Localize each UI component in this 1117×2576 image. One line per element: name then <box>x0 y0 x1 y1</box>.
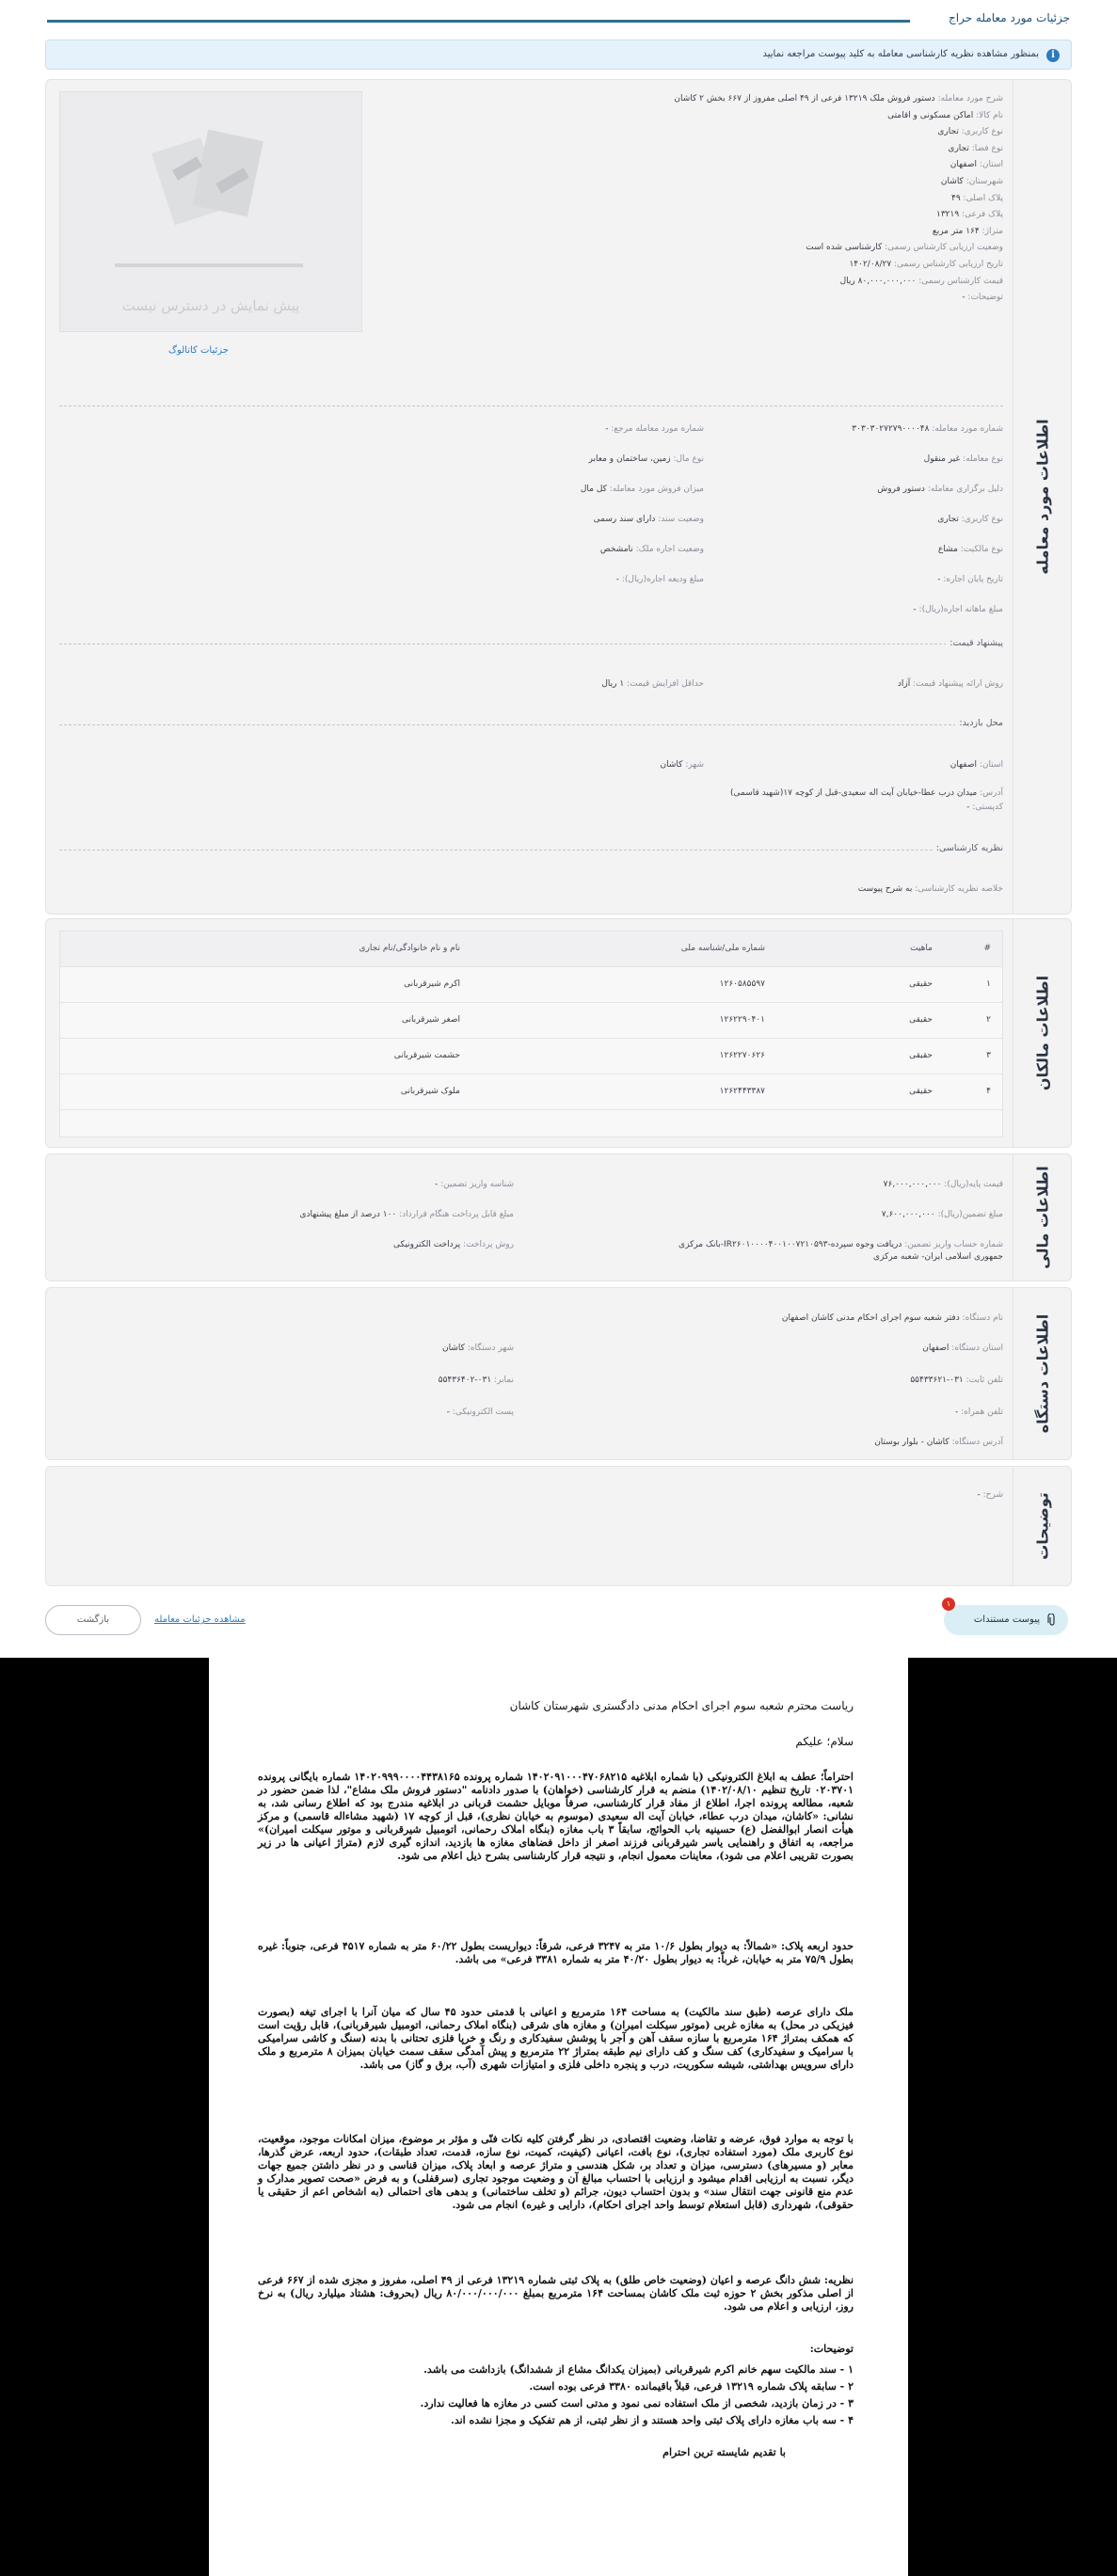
bid-min-increase: حداقل افزایش قیمت: ۱ ریال <box>601 679 704 689</box>
table-row <box>60 967 1002 1003</box>
section-owners <box>45 918 1072 1148</box>
doc-paragraph: احتراماً؛ عطف به ابلاغ الکترونیکی (با شماره ابلاغیه ۱۴۰۲۰۹۱۰۰۰۴۷۰۶۸۲۱۵ شماره پرونده ۱۴۰۲۰۹۹۹۰۰۰۰۴۴۳۸۱۶۵ شماره بایگانی پرونده ۰۲۰۳۷۰۱ تاریخ تنظیم ۱۴۰۲/۰۸/۱۰) منضم به قرار کارشناسی (خواهان) با صدور دادنامه "دستور فروش ملک مشاع"، لذا ضمن حضور در شعبه، مطالعه پرونده اجرا، اطلاع از مفاد قرار کارشناسی، صرفاً موبایل حشمت قربانی در ابلاغیه مندرج بود که اطلاع رسانی شد، به نشانی: «کاشان، میدان درب عطاء، خیابان آیت اله سعیدی (موسوم به خیابان نظری)، قبل از کوچه ۱۷ (شهید مشاءاله قاسمی) و مرکز هیأت انصار ابوالفضل (ع) حسینیه باب الحوائج، سابقاً ۳ باب مغازه (بنگاه املاک رحمانی، اتومبیل شیرقربانی و موتور سیکلت امیران)» مراجعه، به اتفاق و راهنمایی یاسر شیرقربانی فرزند اصغر از داخل فضاهای مغازه ها بازدید، اندازه گیری لازم (متراژ اعیانی ها در زیر بصورت تقریبی اعلام می شود)، معاینات معمول انجام، و نتیجه قرار کارشناسی بشرح ذیل اعلام می شود. <box>258 1771 854 1862</box>
deposit-account: شماره حساب واریز تضمین: دریافت وجوه سپرده-IR۲۶۰۱۰۰۰۰۴۰۰۱۰۰۷۲۱۰۵۹۳-بانک مرکزی جمهوری اسلامی ایران- شعبه مرکزی <box>678 1240 1003 1262</box>
expert-heading: نظریه کارشناسی: <box>933 843 1003 853</box>
table-row <box>60 1003 1002 1039</box>
item-field: پلاک فرعی: ۱۳۲۱۹ <box>935 210 1003 220</box>
table-cell: حقیقی <box>909 979 933 989</box>
section-item-info <box>45 79 1072 914</box>
payment-method: روش پرداخت: پرداخت الکترونیکی <box>392 1240 514 1249</box>
office-province: استان دستگاه: اصفهان <box>922 1344 1003 1353</box>
visit-address: آدرس: میدان درب عطا-خیابان آیت اله سعیدی-قبل از کوچه ۱۷(شهید قاسمی) <box>730 788 1003 798</box>
section-label: اطلاعات مورد معامله <box>1013 80 1071 914</box>
section-label: توضیحات <box>1013 1467 1071 1585</box>
attachments-count-badge: ۱ <box>942 1598 955 1611</box>
header-divider <box>47 20 910 23</box>
detail-field: شماره مورد معامله: ۳۰۳۰۳۰۲۷۲۷۹۰۰۰۰۴۸ <box>852 424 1003 434</box>
detail-field: مبلغ ماهانه اجاره(ریال): - <box>913 605 1003 614</box>
base-price: قیمت پایه(ریال): ۷۶,۰۰۰,۰۰۰,۰۰۰ <box>883 1180 1003 1189</box>
detail-field: میزان فروش مورد معامله: کل مال <box>580 485 704 494</box>
table-cell: ۱۲۶۲۲۷۰۶۲۶ <box>719 1051 765 1060</box>
office-mobile: تلفن همراه: - <box>954 1407 1003 1417</box>
office-phone: تلفن ثابت: ۰۳۱-۵۵۴۳۳۶۲۱ <box>910 1375 1003 1385</box>
table-cell: حقیقی <box>909 1051 933 1060</box>
notes-desc: شرح: - <box>977 1490 1003 1500</box>
item-field: تاریخ ارزیابی کارشناس رسمی: ۱۴۰۲/۰۸/۲۷ <box>849 260 1003 269</box>
attachments-button[interactable] <box>944 1599 1068 1635</box>
item-field: شهرستان: کاشان <box>940 177 1003 186</box>
item-field: نام کالا: اماکن مسکونی و اقامتی <box>887 110 1003 120</box>
item-field: قیمت کارشناس رسمی: ۸۰,۰۰۰,۰۰۰,۰۰۰ ریال <box>839 276 1003 286</box>
visit-province: استان: اصفهان <box>949 760 1003 770</box>
item-field: متراژ: ۱۶۴ متر مربع <box>932 226 1003 236</box>
office-city: شهر دستگاه: کاشان <box>441 1344 514 1353</box>
table-cell: ۴ <box>986 1087 991 1096</box>
table-row <box>60 1074 1002 1110</box>
paperclip-icon <box>1047 1614 1057 1627</box>
section-label: اطلاعات مالکان <box>1013 919 1071 1147</box>
office-email: پست الکترونیکی: - <box>446 1407 514 1417</box>
doc-paragraph: حدود اربعه پلاک: «شمالاً: به دیوار بطول ۱۰/۶ متر به ۳۲۴۷ فرعی، شرقاً: دیواریست بطول ۶۰/۲۲ متر به شماره ۴۵۱۷ فرعی، جنوباً: غیره بطول ۷۵/۹ متر به خیابان، غرباً: به دیوار بطول ۴۰/۲۰ متر به شماره ۳۳۸۱ فرعی» می باشد. <box>258 1940 854 1965</box>
doc-addressee: ریاست محترم شعبه سوم اجرای احکام مدنی دادگستری شهرستان کاشان <box>509 1699 854 1712</box>
table-cell: ۲ <box>986 1015 991 1025</box>
payment-amount: مبلغ قابل پرداخت هنگام قرارداد: ۱۰۰ درصد از مبلغ پیشنهادی <box>299 1210 514 1219</box>
owners-table <box>59 930 1003 1137</box>
table-cell: حقیقی <box>909 1015 933 1025</box>
attachments-label: پیوست مستندات <box>973 1614 1040 1625</box>
section-notes <box>45 1466 1072 1586</box>
table-cell: ۱۲۶۰۵۸۵۵۹۷ <box>719 979 765 989</box>
office-address: آدرس دستگاه: کاشان - بلوار بوستان <box>874 1438 1003 1447</box>
detail-field: شماره مورد معامله مرجع: - <box>605 424 704 434</box>
doc-note-item: ۲ - سابقه پلاک شماره ۱۳۲۱۹ فرعی، قبلاً باقیمانده ۳۳۸۰ فرعی بوده است. <box>529 2380 854 2393</box>
table-header-cell: ماهیت <box>910 944 933 953</box>
item-field: استان: اصفهان <box>949 160 1003 170</box>
item-field: توضیحات: - <box>962 293 1003 303</box>
office-name: نام دستگاه: دفتر شعبه سوم اجرای احکام مدنی کاشان اصفهان <box>781 1313 1003 1323</box>
table-cell: حقیقی <box>909 1087 933 1096</box>
table-cell: ۳ <box>986 1051 991 1060</box>
info-alert <box>45 40 1072 70</box>
detail-field: دلیل برگزاری معامله: دستور فروش <box>877 485 1003 494</box>
divider <box>59 724 1003 725</box>
detail-field: مبلغ ودیعه اجاره(ریال): - <box>615 575 704 584</box>
table-cell: حشمت شیرقربانی <box>393 1051 460 1060</box>
bid-heading: پیشنهاد قیمت: <box>946 638 1003 648</box>
visit-city: شهر: کاشان <box>660 760 704 770</box>
doc-note-item: ۱ - سند مالکیت سهم خانم اکرم شیرقربانی (بمیزان یکدانگ مشاع از ششدانگ) بازداشت می باشد. <box>423 2363 854 2376</box>
detail-field: تاریخ پایان اجاره: - <box>937 575 1003 584</box>
table-header-cell: شماره ملی/شناسه ملی <box>680 944 765 953</box>
item-field: نوع کاربری: تجاری <box>937 127 1003 137</box>
item-field: پلاک اصلی: ۴۹ <box>951 193 1003 203</box>
info-text: بمنظور مشاهده نظریه کارشناسی معامله به کلید پیوست مراجعه نمایید <box>762 49 1039 59</box>
item-field: وضعیت ارزیابی کارشناس رسمی: کارشناسی شده است <box>806 243 1003 253</box>
image-caption: پیش نمایش در دسترس نیست <box>121 297 300 314</box>
expert-report-document <box>209 1658 908 2576</box>
doc-closing: با تقدیم شایسته ترین احترام <box>662 2446 786 2458</box>
detail-field: نوع مالکیت: مشاع <box>937 545 1003 554</box>
section-finance <box>45 1153 1072 1281</box>
page-title: جزئیات مورد معامله حراج <box>949 11 1070 24</box>
doc-paragraph: ملک دارای عرصه (طبق سند مالکیت) به مساحت ۱۶۴ مترمربع و اعیانی با قدمتی حدود ۴۵ سال که میان آنرا با اجرای تیغه (بصورت فیزیکی در محل) به مغازه غربی (موتور سیکلت امیران) و مغازه های شرقی (بنگاه املاک رحمانی، اتومبیل شیرقربانی)، قابل رؤیت است که همکف بمتراژ ۱۶۴ مترمربع با سازه سقف آهن و آجر با پوشش سفیدکاری و رنگ و خرپا فلزی تحتانی با بدنه (سنگ و کاشی سرامیکی با سرامیک و سفیدکاری) کف سنگ و کف دارای نیم طبقه بمتراژ ۲۲ مترمربع و پیش آمدگی سقف سمت خیابان بمیزان ۸ مترمربع و ملک دارای سرویس بهداشتی، شیشه سکوریت، درب و پنجره داخلی فلزی و امتیازات شهری (آب، برق و گاز) می باشد. <box>258 2006 854 2071</box>
doc-paragraph: با توجه به موارد فوق، عرضه و تقاضا، وضعیت اقتصادی، در نظر گرفتن کلیه نکات فنّی و مؤثر بر موضوع، میزان امکانات موجود، موقعیت، نوع کاربری ملک (مورد استفاده تجاری)، نوع بافت، اعیانی (کیفیت، کمیت، نوع سازه، قدمت، تعداد طبقات)، حدود اربعه، عرض گذرها، معابر (و مسیرهای) دسترسی، میزان و تعداد بر، شکل هندسی و متراژ عرصه و ابعاد پلاک، میزان قناسی و در نظر داشتن جمیع جهات دیگر، نسبت به ارزیابی اقدام میشود و ارزیابی با احتساب مبالغ آن و وضعیت موجود تجاری (سرقفلی) و به فرض «صحت تصویر مدارک و عدم منع قانونی جهت انتقال سند» و بدون احتساب دیون، جرائم (و تخلف ساختمانی) و بدهی های احتمالی (به اشخاص اعم از حقیقی یا حقوقی)، شهرداری (قابل استعلام توسط واحد اجرای احکام)، دارایی و غیره) انجام می شود. <box>258 2133 854 2211</box>
gavel-icon <box>58 92 361 290</box>
location-heading: محل بازدید: <box>955 718 1003 728</box>
table-header-cell: # <box>983 944 991 953</box>
image-placeholder <box>59 91 362 332</box>
detail-field: وضعیت سند: دارای سند رسمی <box>593 515 704 524</box>
deposit-amount: مبلغ تضمین(ریال): ۷,۶۰۰,۰۰۰,۰۰۰ <box>881 1210 1003 1219</box>
office-fax: نمابر: ۰۳۱-۵۵۴۳۶۴۰۲ <box>438 1375 514 1385</box>
doc-note-item: ۳ - در زمان بازدید، شخصی از ملک استفاده نمی نمود و مدتی است کسی در مغازه ها فعالیت ندارد. <box>420 2397 854 2409</box>
detail-field: نوع کاربری: تجاری <box>937 515 1003 524</box>
bid-method: روش ارائه پیشنهاد قیمت: آزاد <box>897 679 1003 689</box>
doc-note-item: ۴ - سه باب مغازه دارای پلاک ثبتی واحد هستند و از نظر ثبتی، از هم تفکیک و مجزا نشده اند. <box>451 2414 854 2426</box>
table-cell: اکرم شیرقربانی <box>404 979 460 989</box>
view-details-link[interactable]: مشاهده جزئیات معامله <box>154 1614 246 1625</box>
doc-notes-title: توضیحات: <box>809 2343 854 2355</box>
back-button[interactable]: بازگشت <box>45 1605 141 1635</box>
detail-field: نوع معامله: غیر منقول <box>923 454 1003 464</box>
table-header-row <box>60 931 1002 967</box>
section-label: اطلاعات مالی <box>1013 1154 1071 1280</box>
table-row <box>60 1039 1002 1074</box>
table-cell: ۱۲۶۲۲۹۰۴۰۱ <box>719 1015 765 1025</box>
table-cell: ۱۲۶۲۴۴۳۳۸۷ <box>719 1087 765 1096</box>
info-icon: i <box>1046 49 1060 62</box>
table-header-cell: نام و نام خانوادگی/نام تجاری <box>359 944 460 953</box>
doc-greeting: سلام؛ علیکم <box>795 1735 854 1748</box>
section-label: اطلاعات دستگاه <box>1013 1288 1071 1459</box>
table-cell: ملوک شیرقربانی <box>400 1087 460 1096</box>
item-field: شرح مورد معامله: دستور فروش ملک ۱۳۲۱۹ فرعی از ۴۹ اصلی مفروز از ۶۶۷ بخش ۲ کاشان <box>674 94 1003 103</box>
detail-field: نوع مال: زمین، ساختمان و معابر <box>588 454 704 464</box>
doc-paragraph: نظریه: شش دانگ عرصه و اعیان (وضعیت خاص طلق) به پلاک ثبتی شماره ۱۳۲۱۹ فرعی از ۴۹ اصلی، مفروز و مجزی شده از ۶۶۷ فرعی از اصلی مذکور بخش ۲ حوزه ثبت ملک کاشان بمساحت ۱۶۴ مترمربع بمبلغ ۸۰/۰۰۰/۰۰۰/۰۰۰ ریال (بحروف: هشتاد میلیارد ریال) به نرخ روز، ارزیابی و اعلام می شود. <box>258 2274 854 2313</box>
deposit-id: شناسه واریز تضمین: - <box>435 1180 514 1189</box>
section-office <box>45 1287 1072 1460</box>
item-field: نوع فضا: تجاری <box>948 143 1003 153</box>
expert-summary: خلاصه نظریه کارشناسی: به شرح پیوست <box>857 884 1003 894</box>
visit-postal-code: کدپستی: - <box>966 803 1003 812</box>
table-cell: اصغر شیرقربانی <box>401 1015 460 1025</box>
divider <box>59 850 1003 851</box>
detail-field: وضعیت اجاره ملک: نامشخص <box>599 545 704 554</box>
table-cell: ۱ <box>986 979 991 989</box>
page-header <box>47 11 1070 28</box>
divider <box>59 405 1003 406</box>
catalog-details-link[interactable]: جزئیات کاتالوگ <box>168 345 229 356</box>
